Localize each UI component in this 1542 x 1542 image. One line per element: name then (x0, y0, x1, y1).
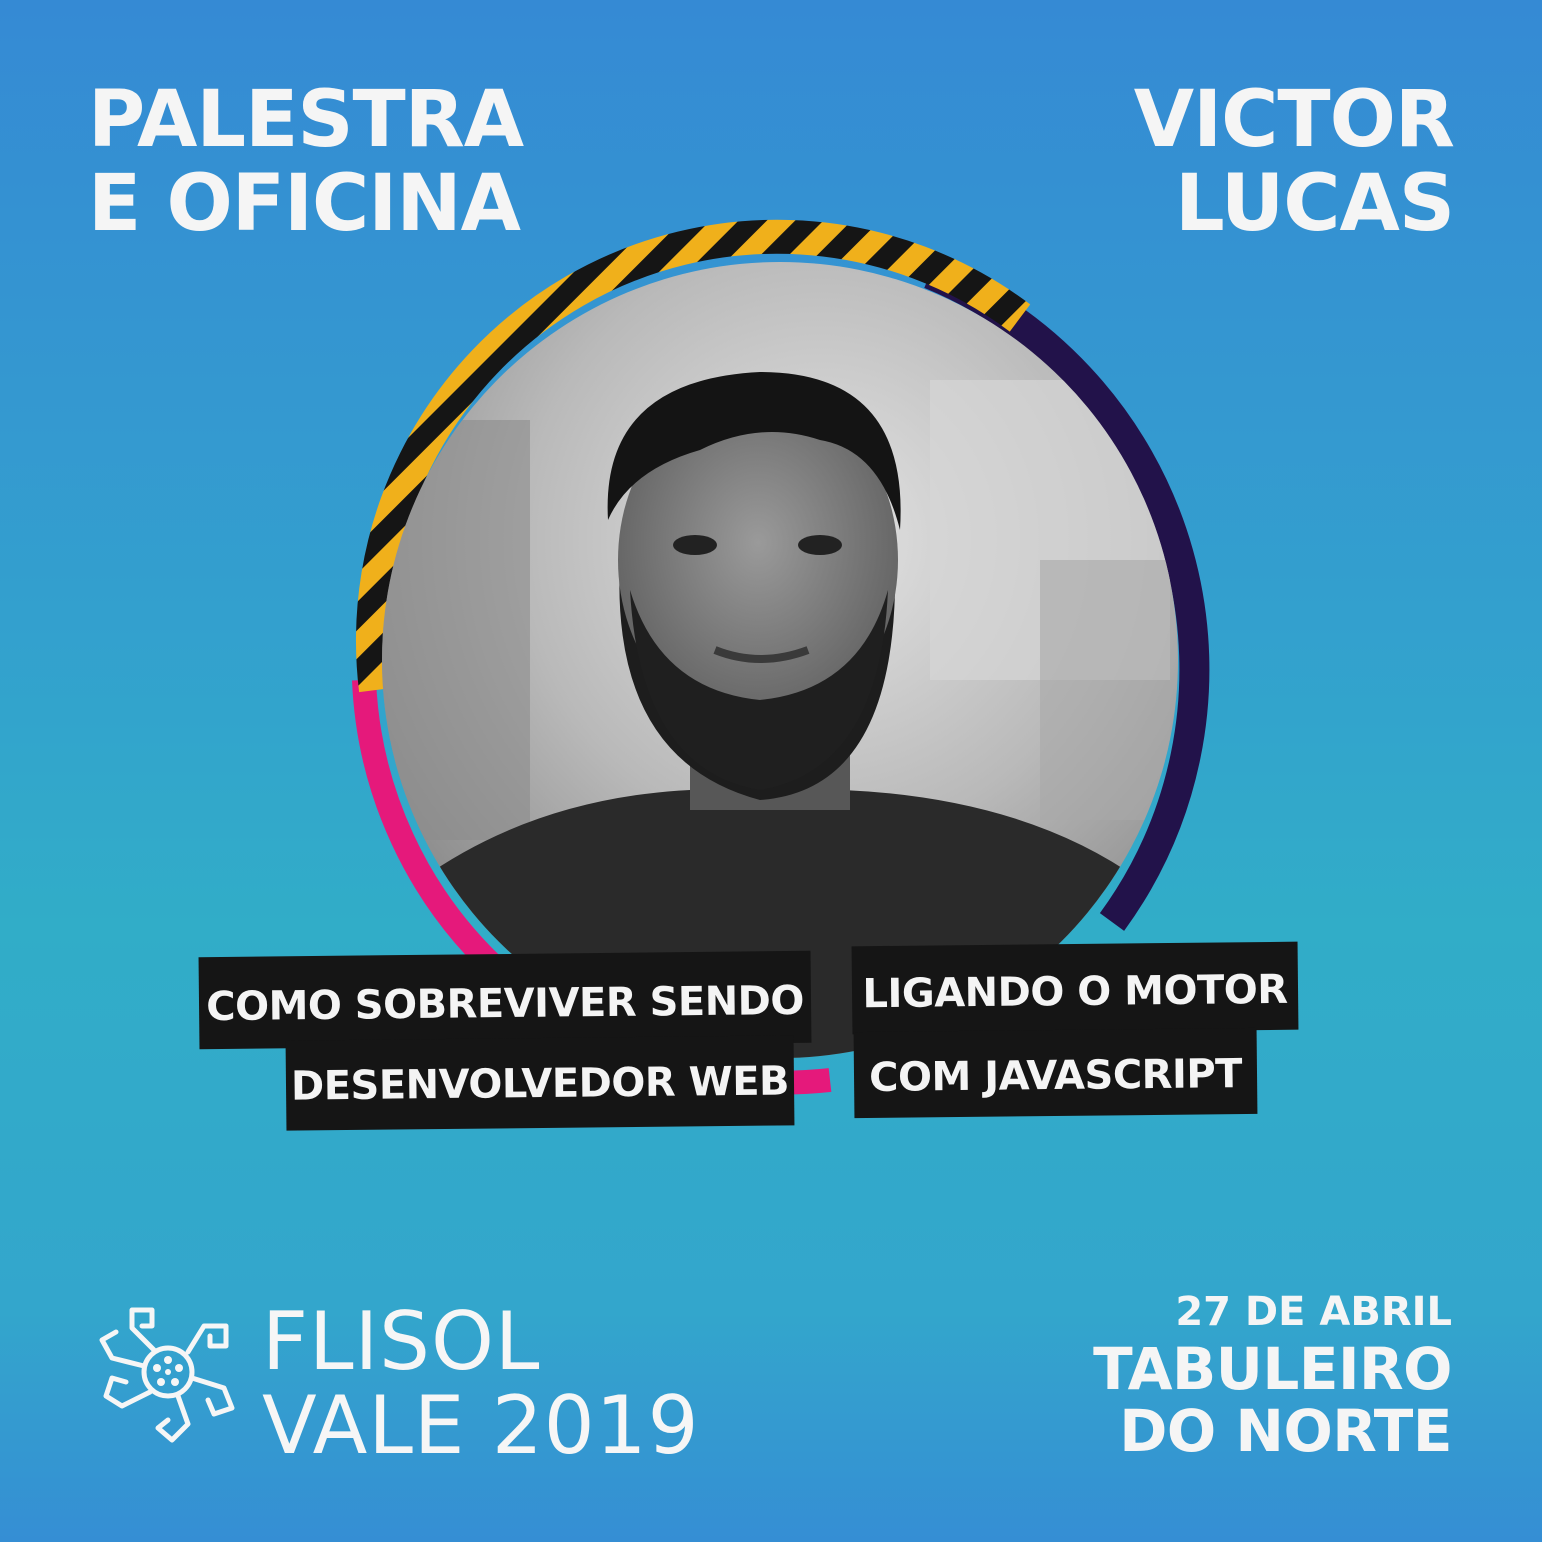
sun-spiral-icon (92, 1296, 244, 1448)
logo-wordmark (262, 1295, 700, 1472)
logo-line2: VALE 2019 (262, 1379, 700, 1472)
event-location-line2: DO NORTE (1119, 1397, 1452, 1465)
logo-line1: FLISOL (262, 1295, 541, 1388)
event-type-line1: PALESTRA (88, 75, 524, 165)
talk2-title-line1: LIGANDO O MOTOR (852, 942, 1299, 1035)
speaker-first-name: VICTOR (1133, 75, 1454, 165)
talk1-title-line2: DESENVOLVEDOR WEB (286, 1035, 795, 1130)
event-type-line2: E OFICINA (88, 159, 520, 249)
talk2-title-line2: COM JAVASCRIPT (854, 1028, 1258, 1118)
event-info (1093, 1289, 1452, 1465)
event-date: 27 DE ABRIL (1175, 1289, 1452, 1335)
talk1-title-line1: COMO SOBREVIVER SENDO (199, 951, 812, 1049)
speaker-last-name: LUCAS (1174, 159, 1454, 249)
event-location-line1: TABULEIRO (1093, 1335, 1452, 1403)
